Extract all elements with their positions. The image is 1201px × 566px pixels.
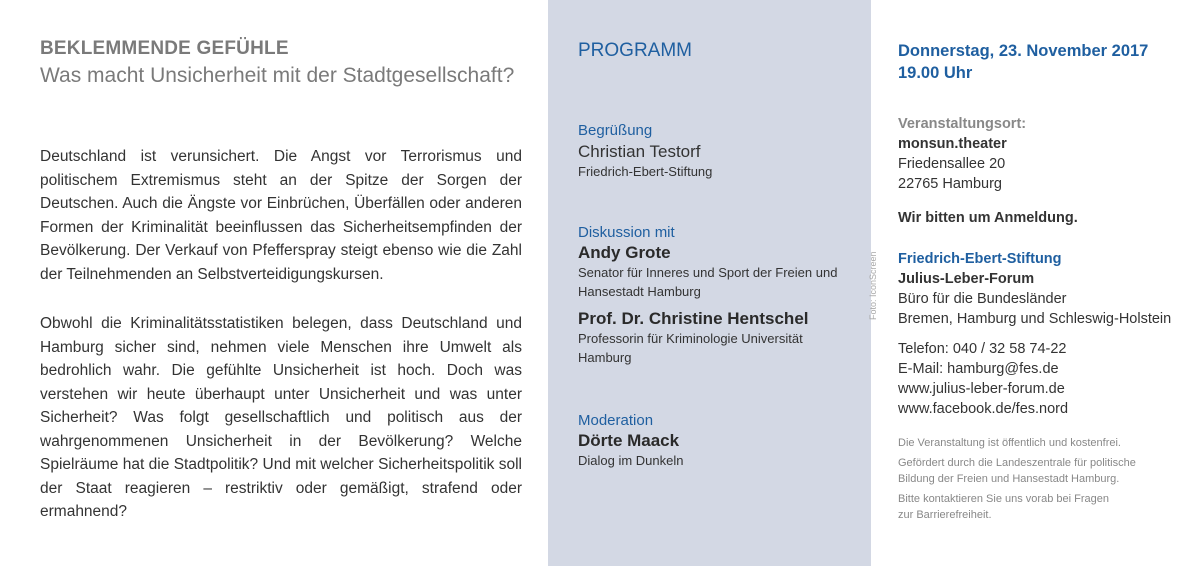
org-office: Büro für die Bundesländer (898, 291, 1067, 307)
accessibility-note: Bitte kontaktieren Sie uns vorab bei Fragen zur Barrierefreiheit. (898, 493, 1109, 521)
org-forum: Julius-Leber-Forum (898, 271, 1035, 287)
public-note: Die Veranstaltung ist öffentlich und kostenfrei. (898, 437, 1121, 449)
venue-city: 22765 Hamburg (898, 176, 1002, 192)
email-link[interactable]: E-Mail: hamburg@fes.de (898, 361, 1059, 377)
title: BEKLEMMENDE GEFÜHLE (40, 38, 289, 59)
speaker-org: Friedrich-Ebert-Stiftung (578, 164, 713, 179)
event-info (898, 40, 1193, 523)
photo-credit: Foto: IconScreen (868, 251, 878, 320)
venue-street: Friedensallee 20 (898, 156, 1006, 172)
phone: Telefon: 040 / 32 58 74-22 (898, 341, 1067, 357)
speaker-org: Dialog im Dunkeln (578, 453, 684, 468)
facebook-link[interactable]: www.facebook.de/fes.nord (898, 401, 1069, 417)
body-paragraph: Obwohl die Kriminalitätsstatistiken belegen, dass Deutschland und Hamburg sicher sind, nehmen viele Menschen ihre Umwelt als bedrohlich wahr. Die gefühlte Unsicherheit ist hoch. Doch was verstehen wir heute überhaupt unter Unsicherheit und was unter Sicherheit? Was folgt gesellschaftlich und politisch aus der wahrgenommenen Unsicherheit in der Bevölkerung? Welche Spielräume hat die Stadtpolitik? Und mit welcher Sicherheitspolitik soll der Staat reagieren – restriktiv oder gemäßigt, strafend oder ermahnend? (40, 315, 522, 520)
speaker-name: Prof. Dr. Christine Hentschel (578, 309, 809, 328)
org-name: Friedrich-Ebert-Stiftung (898, 251, 1062, 267)
speaker-name: Dörte Maack (578, 431, 680, 450)
section-label: Diskussion mit (578, 224, 675, 241)
speaker-role: Senator für Inneres und Sport der Freien und Hansestadt Hamburg (578, 265, 838, 299)
org-region: Bremen, Hamburg und Schleswig-Holstein (898, 311, 1172, 327)
speaker-name: Christian Testorf (578, 142, 701, 161)
subtitle: Was macht Unsicherheit mit der Stadtgesellschaft? (40, 64, 515, 87)
program-panel (548, 0, 871, 566)
intro-paragraph: Deutschland ist verunsichert. Die Angst vor Terrorismus und politischem Extremismus steht an der Spitze der Sorgen der Deutschen. Auch die Ängste vor Einbrüchen, Überfällen oder anderen Formen der Kriminalität beeinflussen das Sicherheitsempfinden der Bevölkerung. Der Verkauf von Pfefferspray steigt ebenso wie die Zahl der Teilnehmenden an Selbstverteidigungskursen. (40, 148, 522, 283)
website-link[interactable]: www.julius-leber-forum.de (898, 381, 1065, 397)
program-title: PROGRAMM (578, 40, 692, 61)
funding-note: Gefördert durch die Landeszentrale für politische Bildung der Freien und Hansestadt Hamburg. (898, 457, 1136, 485)
section-label: Begrüßung (578, 122, 653, 139)
speaker-role: Professorin für Kriminologie Universität Hamburg (578, 331, 803, 365)
header (40, 38, 522, 88)
event-time: 19.00 Uhr (898, 64, 973, 82)
section-label: Moderation (578, 412, 654, 429)
discussion-section (578, 224, 858, 367)
moderation-section (578, 412, 684, 470)
speaker-name: Andy Grote (578, 243, 671, 262)
event-date: Donnerstag, 23. November 2017 (898, 42, 1149, 60)
greeting-section (578, 122, 712, 181)
venue-label: Veranstaltungsort: (898, 116, 1027, 132)
venue-name: monsun.theater (898, 136, 1007, 152)
registration-note: Wir bitten um Anmeldung. (898, 210, 1078, 226)
